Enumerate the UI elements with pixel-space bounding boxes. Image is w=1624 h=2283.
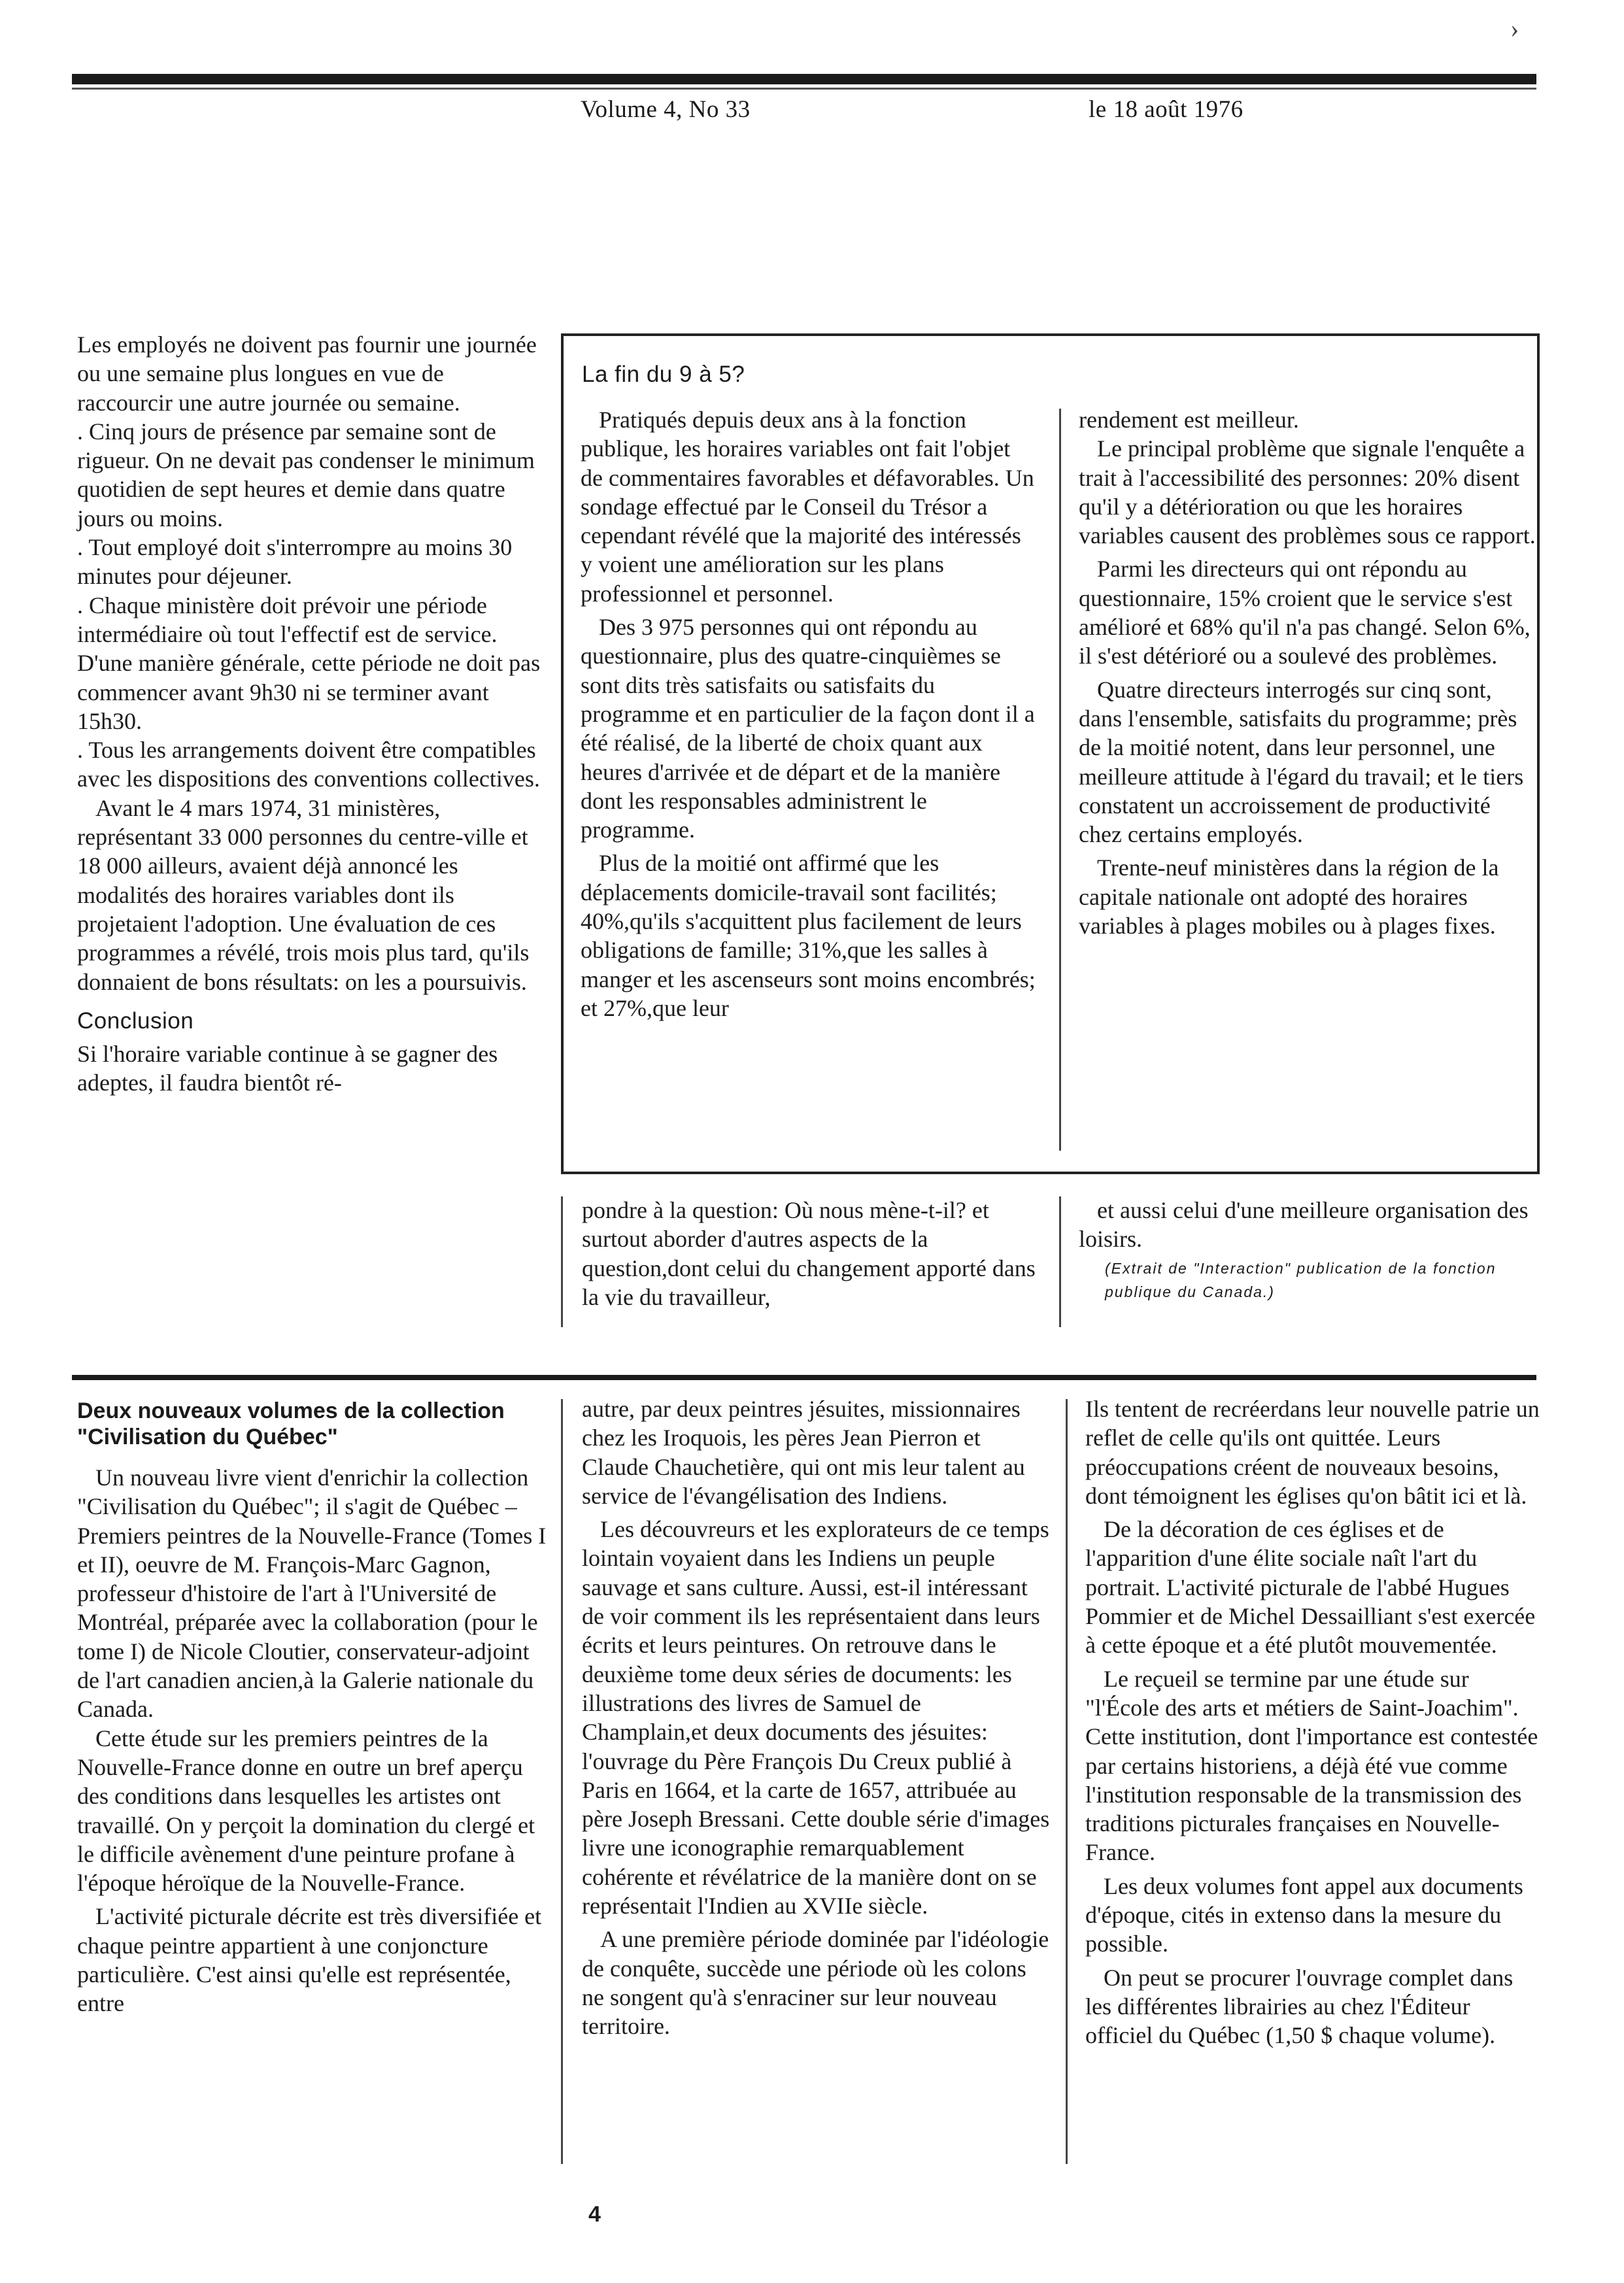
paragraph: . Tous les arrangements doivent être compatibles avec les dispositions des conventions collectives. [77,737,540,792]
volume-number: Volume 4, No 33 [581,96,751,123]
box-column-divider [1059,409,1061,1151]
paragraph: Trente-neuf ministères dans la région de la capitale nationale ont adopté des horaires variables à plages mobiles ou à plages fixes. [1079,854,1499,939]
paragraph: Si l'horaire variable continue à se gagner des adeptes, il faudra bientôt ré- [77,1040,498,1096]
conclusion-heading: Conclusion [77,1007,194,1034]
article2-column-2 [582,1395,1053,2041]
corner-mark: › [1510,14,1519,43]
paragraph: On peut se procurer l'ouvrage complet dans les différentes librairies au chez l'Éditeur officiel du Québec (1,50 $ chaque volume). [1085,1964,1514,2049]
paragraph: Pratiqués depuis deux ans à la fonction publique, les horaires variables ont fait l'objet de commentaires favorables et défavorables. Un sondage effectué par le Conseil du Trésor a cependant révélé que la majorité des intéressés y voient une amélioration sur les plans professionnel et personnel. [581,407,1034,607]
paragraph: Des 3 975 personnes qui ont répondu au questionnaire, plus des quatre-cinquièmes se sont dits très satisfaits ou satisfaits du programme et en particulier de la façon dont il a été réalisé, de la liberté de choix quant aux heures d'arrivée et de départ et de la manière dont les responsables administrent le programme. [581,614,1035,843]
paragraph: Avant le 4 mars 1974, 31 ministères, représentant 33 000 personnes du centre-ville et 18 000 ailleurs, avaient déjà annoncé les modalités des horaires variables dont ils projetaient l'adoption. Une évaluation de ces programmes a révélé, trois mois plus tard, qu'ils donnaient de bons résultats: on les a poursuivis. [77,794,530,995]
column-divider [561,1196,563,1327]
box-column-2 [1079,405,1536,940]
article2-column-3 [1085,1395,1543,2050]
article1-right-bottom [1079,1196,1536,1304]
paragraph: Cette étude sur les premiers peintres de la Nouvelle-France donne en outre un bref aperçu des conditions dans lesquelles les artistes ont travaillé. On y perçoit la domination du clergé et le difficile avènement d'une peinture profane à l'époque héroïque de la Nouvelle-France. [77,1725,535,1897]
paragraph: Quatre directeurs interrogés sur cinq sont, dans l'ensemble, satisfaits du programme; près de la moitié notent, dans leur personnel, une meilleure attitude à l'égard du travail; et le tiers constatent un accroissement de productivité chez certains employés. [1079,676,1524,848]
issue-date: le 18 août 1976 [1089,96,1243,123]
paragraph: A une première période dominée par l'idéologie de conquête, succède une période où les colons ne songent qu'à s'enraciner sur leur nouveau territoire. [582,1926,1049,2040]
article1-left-column [77,330,541,1097]
paragraph: Le reçueil se termine par une étude sur "l'École des arts et métiers de Saint-Joachim". Cette institution, dont l'importance est contestée par certains historiens, a déjà été vue comme l'institution responsable de la transmission des traditions picturales françaises en Nouvelle-France. [1085,1665,1538,1866]
article2-column-1 [77,1398,548,2018]
paragraph: . Cinq jours de présence par semaine sont de rigueur. On ne devait pas condenser le minimum quotidien de sept heures et demie dans quatre jours ou moins. [77,418,535,532]
paragraph: Plus de la moitié ont affirmé que les déplacements domicile-travail sont facilités; 40%,qu'ils s'acquittent plus facilement de leurs obligations de famille; 31%,que les salles à manger et les ascenseurs sont moins encombrés; et 27%,que leur [581,850,1036,1021]
article1-mid-bottom [582,1196,1053,1311]
column-divider [1059,1196,1061,1327]
paragraph: Les employés ne doivent pas fournir une journée ou une semaine plus longues en vue de raccourcir une autre journée ou semaine. [77,331,537,416]
paragraph: Les découvreurs et les explorateurs de ce temps lointain voyaient dans les Indiens un peuple sauvage et sans culture. Aussi, est-il intéressant de voir comment ils les représentaient dans leurs écrits et leurs peintures. On retrouve dans le deuxième tome deux séries de documents: les illustrations des livres de Samuel de Champlain,et deux documents des jésuites: l'ouvrage du Père François Du Creux publié à Paris en 1664, et la carte de 1657, attribuée au père Joseph Bressani. Cette double série d'images livre une iconographie remarquablement cohérente et révélatrice de la manière dont on se représentait l'Indien au XVIIe siècle. [582,1516,1050,1919]
section-rule [72,1375,1536,1380]
paragraph: et aussi celui d'une meilleure organisation des loisirs. [1079,1197,1529,1253]
paragraph: pondre à la question: Où nous mène-t-il? et surtout aborder d'autres aspects de la question,dont celui du changement apporté dans la vie du travailleur, [582,1197,1036,1310]
article2-heading: Deux nouveaux volumes de la collection "Civilisation du Québec" [77,1398,505,1449]
paragraph: Ils tentent de recréerdans leur nouvelle patrie un reflet de celle qu'ils ont quittée. Leurs préoccupations créent de nouveaux besoins, dont témoignent les églises qu'on bâtit ici et là. [1085,1396,1540,1509]
paragraph: Un nouveau livre vient d'enrichir la collection "Civilisation du Québec"; il s'agit de Québec – Premiers peintres de la Nouvelle-France (Tomes I et II), oeuvre de M. François-Marc Gagnon, professeur d'histoire de l'art à l'Université de Montréal, préparée avec la collaboration (pour le tome I) de Nicole Cloutier, conservateur-adjoint de l'art canadien ancien,à la Galerie nationale du Canada. [77,1464,547,1723]
paragraph: De la décoration de ces églises et de l'apparition d'une élite sociale naît l'art du portrait. L'activité picturale de l'abbé Hugues Pommier et de Michel Dessailliant s'est exercée à cette époque et a été plutôt mouvementée. [1085,1516,1536,1659]
top-rule [72,74,1536,84]
paragraph: . Chaque ministère doit prévoir une période intermédiaire où tout l'effectif est de service. D'une manière générale, cette période ne doit pas commencer avant 9h30 ni se terminer avant 15h30. [77,592,541,734]
paragraph: . Tout employé doit s'interrompre au moins 30 minutes pour déjeuner. [77,534,513,590]
paragraph: rendement est meilleur. [1079,407,1299,433]
paragraph: Les deux volumes font appel aux documents d'époque, cités in extenso dans la mesure du possible. [1085,1872,1523,1957]
box-title: La fin du 9 à 5? [582,362,745,387]
paragraph: autre, par deux peintres jésuites, missionnaires chez les Iroquois, les pères Jean Pierron et Claude Chauchetière, qui ont mis leur talent au service de l'évangélisation des Indiens. [582,1396,1025,1509]
page-number: 4 [588,2202,601,2227]
box-column-1 [581,405,1038,1023]
paragraph: Le principal problème que signale l'enquête a trait à l'accessibilité des personnes: 20% disent qu'il y a détérioration ou que les horaires variables causent des problèmes sous ce rapport. [1079,435,1536,549]
source-note: (Extrait de "Interaction" publication de la fonction publique du Canada.) [1105,1259,1497,1300]
column-divider [1066,1399,1068,2164]
paragraph: L'activité picturale décrite est très diversifiée et chaque peintre appartient à une conjoncture particulière. C'est ainsi qu'elle est représentée, entre [77,1903,542,2017]
top-rule-thin [72,88,1536,90]
column-divider [561,1399,563,2164]
paragraph: Parmi les directeurs qui ont répondu au questionnaire, 15% croient que le service s'est amélioré et 68% qu'il n'a pas changé. Selon 6%, il s'est détérioré ou a soulevé des problèmes. [1079,556,1531,669]
